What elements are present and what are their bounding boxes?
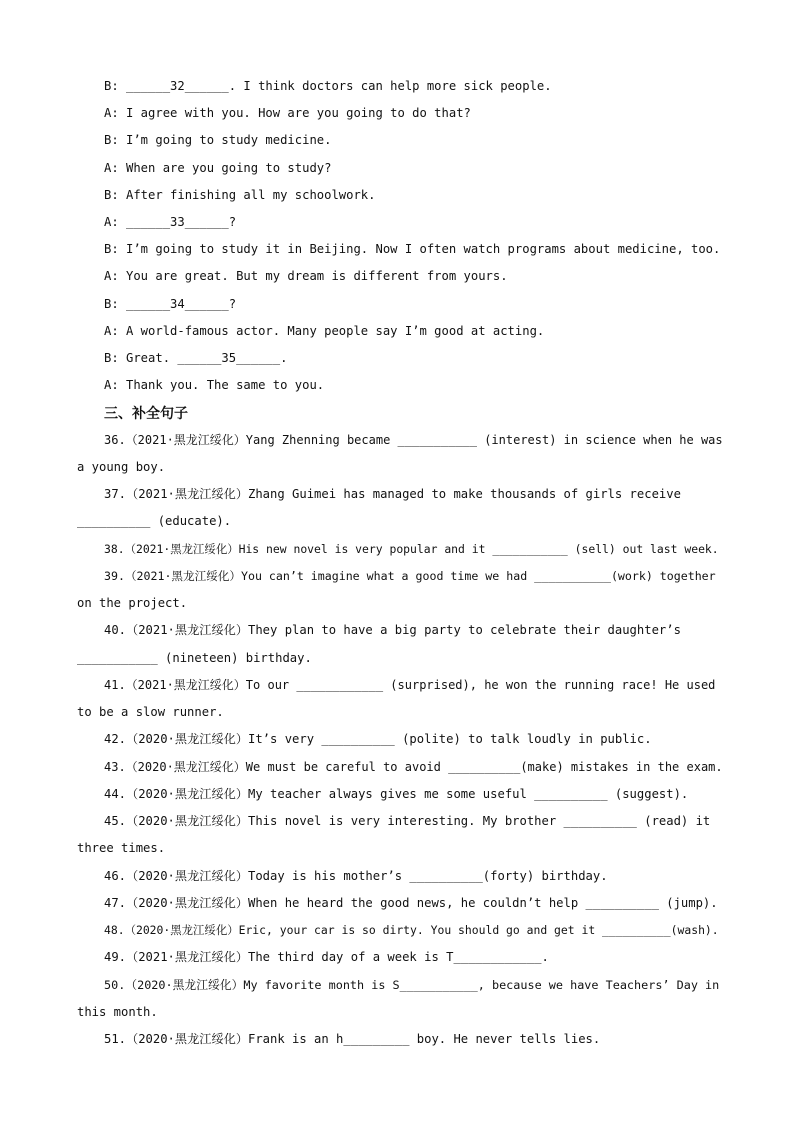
dialog-line-11: B: Great. ______35______. <box>104 351 288 365</box>
dialog-line-1: B: ______32______. I think doctors can help more sick people. <box>104 79 552 93</box>
dialog-line-8: A: You are great. But my dream is different from yours. <box>104 269 508 283</box>
dialog-line-4: A: When are you going to study? <box>104 161 332 175</box>
question-40-cont: ___________ (nineteen) birthday. <box>77 651 312 665</box>
question-45: 45.（2020·黑龙江绥化）This novel is very interesting. My brother __________ (read) it <box>104 814 711 828</box>
question-51: 51.（2020·黑龙江绥化）Frank is an h_________ boy. He never tells lies. <box>104 1032 601 1046</box>
question-37: 37.（2021·黑龙江绥化）Zhang Guimei has managed to make thousands of girls receive <box>104 487 681 501</box>
dialog-line-2: A: I agree with you. How are you going to do that? <box>104 106 471 120</box>
dialog-line-5: B: After finishing all my schoolwork. <box>104 188 376 202</box>
question-43: 43.（2020·黑龙江绥化）We must be careful to avoid __________(make) mistakes in the exam. <box>104 760 723 774</box>
dialog-line-9: B: ______34______? <box>104 297 237 311</box>
dialog-line-10: A: A world-famous actor. Many people say I’m good at acting. <box>104 324 545 338</box>
question-50-cont: this month. <box>77 1005 158 1019</box>
question-36: 36.（2021·黑龙江绥化）Yang Zhenning became ___________ (interest) in science when he was <box>104 433 723 447</box>
question-42: 42.（2020·黑龙江绥化）It’s very __________ (polite) to talk loudly in public. <box>104 732 652 746</box>
question-39-cont: on the project. <box>77 596 188 610</box>
section-heading: 三、补全句子 <box>104 406 188 422</box>
question-47: 47.（2020·黑龙江绥化）When he heard the good news, he couldn’t help __________ (jump). <box>104 896 718 910</box>
dialog-line-12: A: Thank you. The same to you. <box>104 378 325 392</box>
question-38: 38.（2021·黑龙江绥化）His new novel is very popular and it ___________ (sell) out last week. <box>104 542 719 556</box>
question-37-cont: __________ (educate). <box>77 514 232 528</box>
question-41: 41.（2021·黑龙江绥化）To our ____________ (surprised), he won the running race! He used <box>104 678 716 692</box>
question-48: 48.（2020·黑龙江绥化）Eric, your car is so dirty. You should go and get it __________(wash). <box>104 923 719 937</box>
question-45-cont: three times. <box>77 841 166 855</box>
dialog-line-6: A: ______33______? <box>104 215 237 229</box>
question-40: 40.（2021·黑龙江绥化）They plan to have a big party to celebrate their daughter’s <box>104 623 681 637</box>
dialog-line-7: B: I’m going to study it in Beijing. Now I often watch programs about medicine, too. <box>104 242 721 256</box>
question-50: 50.（2020·黑龙江绥化）My favorite month is S___________, because we have Teachers’ Day in <box>104 978 720 992</box>
question-39: 39.（2021·黑龙江绥化）You can’t imagine what a good time we had ___________(work) together <box>104 569 716 583</box>
question-36-cont: a young boy. <box>77 460 166 474</box>
question-41-cont: to be a slow runner. <box>77 705 224 719</box>
question-44: 44.（2020·黑龙江绥化）My teacher always gives me some useful __________ (suggest). <box>104 787 689 801</box>
question-49: 49.（2021·黑龙江绥化）The third day of a week is T____________. <box>104 950 549 964</box>
question-46: 46.（2020·黑龙江绥化）Today is his mother’s __________(forty) birthday. <box>104 869 608 883</box>
dialog-line-3: B: I’m going to study medicine. <box>104 133 332 147</box>
